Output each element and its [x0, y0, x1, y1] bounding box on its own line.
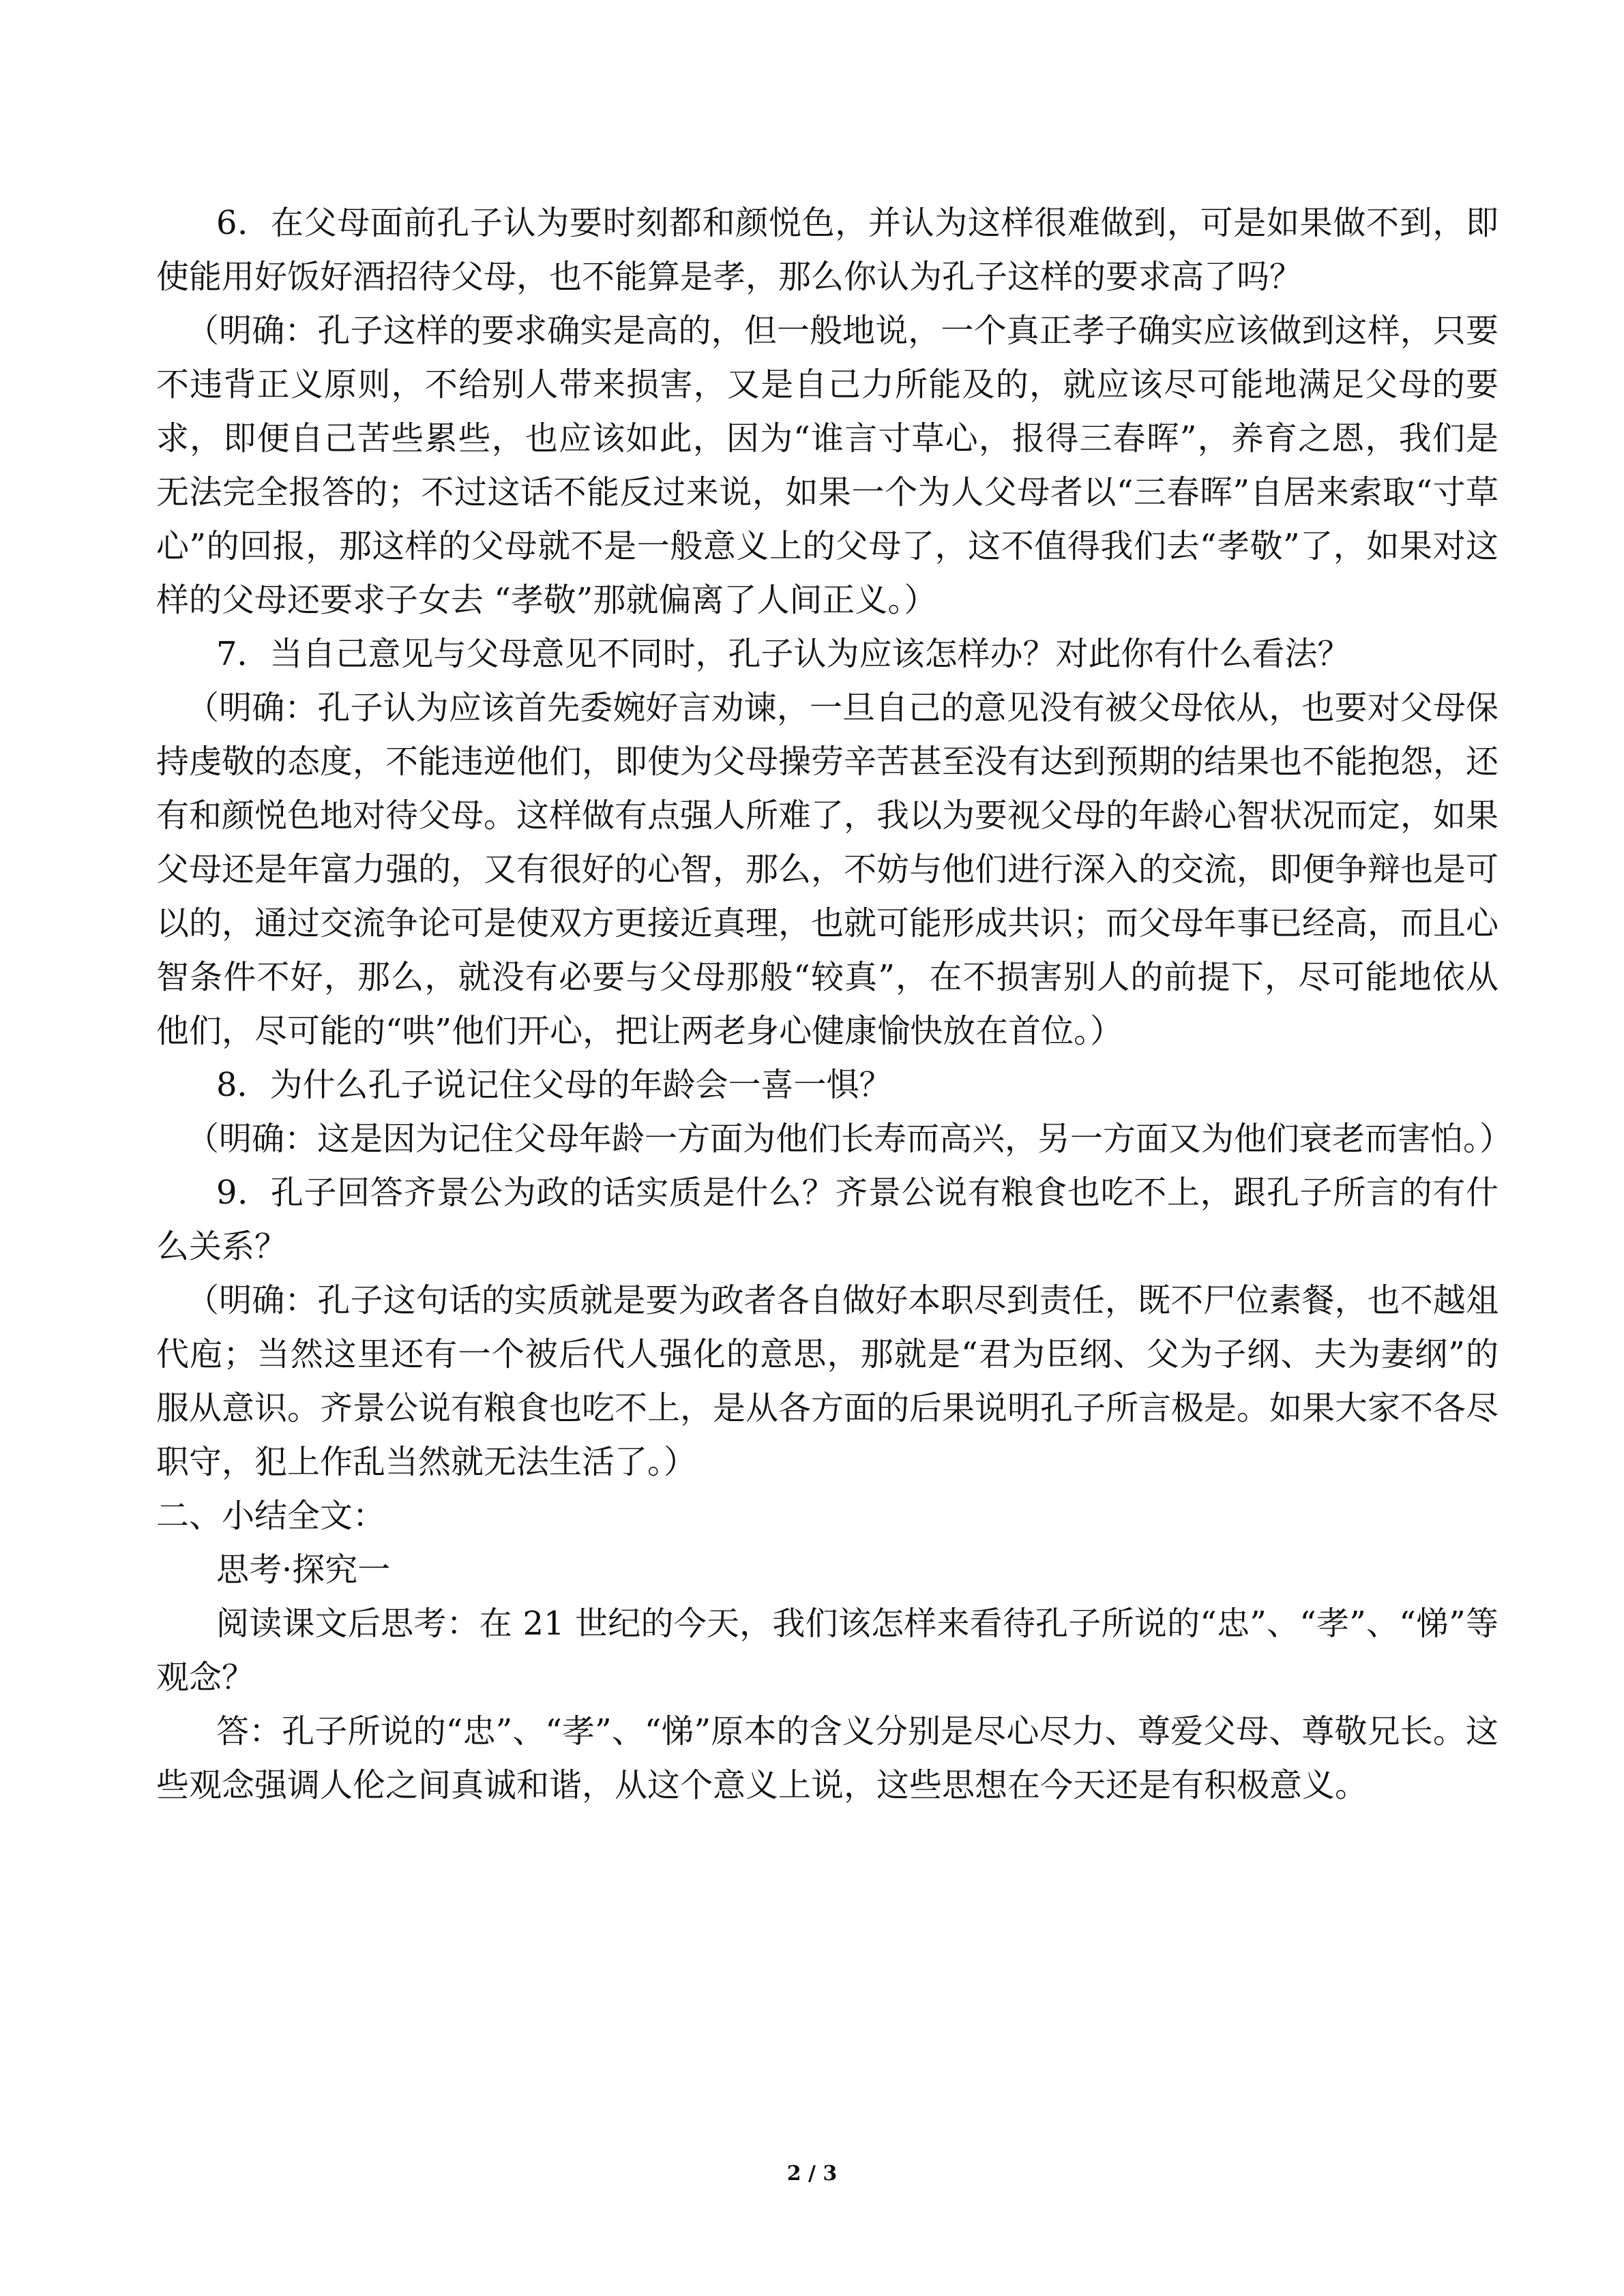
reading-answer: 答：孔子所说的“忠”、“孝”、“悌”原本的含义分别是尽心尽力、尊爱父母、尊敬兄长。这些观念强调人伦之间真诚和谐，从这个意义上说，这些思想在今天还是有积极意义。: [156, 1712, 1498, 1804]
question-8: 8．为什么孔子说记住父母的年龄会一喜一惧？: [216, 1066, 892, 1104]
question-9: 9．孔子回答齐景公为政的话实质是什么？齐景公说有粮食也吃不上，跟孔子所言的有什么关系？: [156, 1174, 1498, 1266]
document-body: [156, 196, 1513, 1813]
question-6: 6．在父母面前孔子认为要时刻都和颜悦色，并认为这样很难做到，可是如果做不到，即使能用好饭好酒招待父母，也不能算是孝，那么你认为孔子这样的要求高了吗？: [156, 204, 1498, 296]
answer-7: （明确：孔子认为应该首先委婉好言劝谏，一旦自己的意见没有被父母依从，也要对父母保持虔敬的态度，不能违逆他们，即使为父母操劳辛苦甚至没有达到预期的结果也不能抱怨，还有和颜悦色地对待父母。这样做有点强人所难了，我以为要视父母的年龄心智状况而定，如果父母还是年富力强的，又有很好的心智，那么，不妨与他们进行深入的交流，即便争辩也是可以的，通过交流争论可是使双方更接近真理，也就可能形成共识；而父母年事已经高，而且心智条件不好，那么，就没有必要与父母那般“较真”，在不损害别人的前提下，尽可能地依从他们，尽可能的“哄”他们开心，把让两老身心健康愉快放在首位。）: [156, 689, 1499, 1050]
page-number: 2 / 3: [786, 2162, 838, 2186]
subheading-think-explore: 思考·探究一: [216, 1551, 391, 1589]
answer-8: （明确：这是因为记住父母年龄一方面为他们长寿而高兴，另一方面又为他们衰老而害怕。）: [186, 1120, 1513, 1158]
answer-9: （明确：孔子这句话的实质就是要为政者各自做好本职尽到责任，既不尸位素餐，也不越俎代庖；当然这里还有一个被后代人强化的意思，那就是“君为臣纲、父为子纲、夫为妻纲”的服从意识。齐景公说有粮食也吃不上，是从各方面的后果说明孔子所言极是。如果大家不各尽职守，犯上作乱当然就无法生活了。）: [156, 1281, 1499, 1481]
section-heading-summary: 二、小结全文：: [156, 1497, 386, 1535]
answer-6: （明确：孔子这样的要求确实是高的，但一般地说，一个真正孝子确实应该做到这样，只要不违背正义原则，不给别人带来损害，又是自己力所能及的，就应该尽可能地满足父母的要求，即便自己苦些累些，也应该如此，因为“谁言寸草心，报得三春晖”，养育之恩，我们是无法完全报答的；不过这话不能反过来说，如果一个为人父母者以“三春晖”自居来索取“寸草心”的回报，那这样的父母就不是一般意义上的父母了，这不值得我们去“孝敬”了，如果对这样的父母还要求子女去 “孝敬”那就偏离了人间正义。）: [156, 312, 1498, 619]
reading-question: 阅读课文后思考：在 21 世纪的今天，我们该怎样来看待孔子所说的“忠”、“孝”、“悌”等观念？: [156, 1605, 1498, 1697]
question-7: 7．当自己意见与父母意见不同时，孔子认为应该怎样办？对此你有什么看法？: [216, 635, 1350, 673]
